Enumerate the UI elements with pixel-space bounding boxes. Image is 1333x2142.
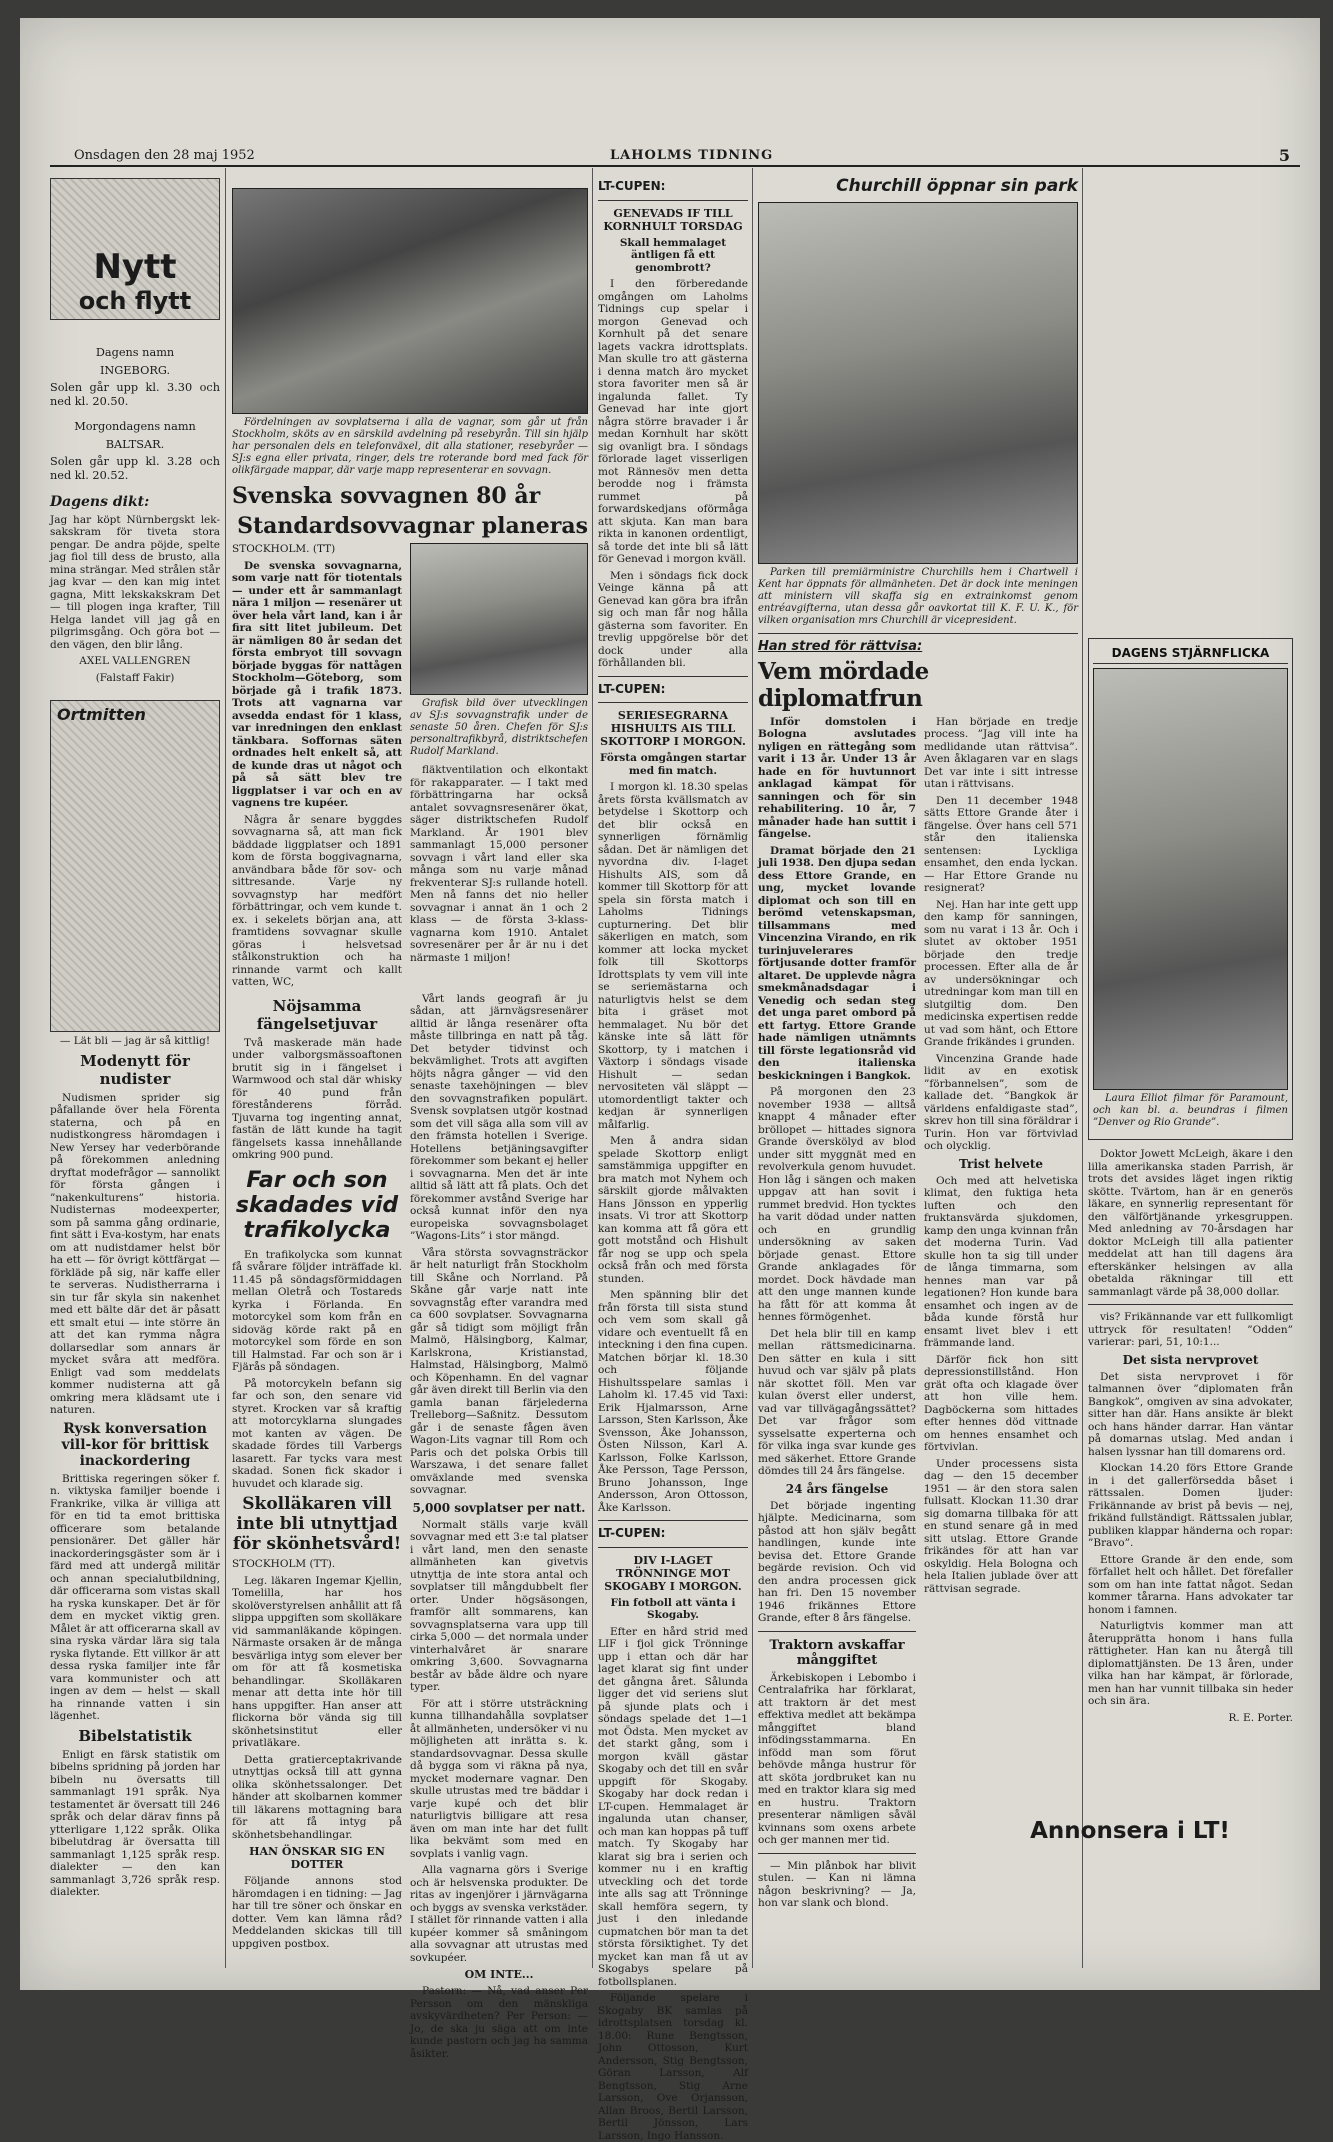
genevad-subheadline: Skall hemmalaget äntligen få ett genombrott?	[619, 236, 727, 274]
nytt-och-flytt-illustration	[50, 178, 220, 320]
far-och-son-headline-2: skadades vid	[235, 1192, 399, 1218]
tomorrow-label: Morgondagens namn	[74, 420, 196, 433]
sovvagn-dateline: STOCKHOLM. (TT)	[232, 543, 336, 555]
lt-cupen-label-2: LT-CUPEN:	[598, 681, 666, 696]
column-4	[758, 168, 1078, 1978]
annonsera-ad: Annonsera i LT!	[1030, 1818, 1230, 1844]
lt-cupen-label-3: LT-CUPEN:	[598, 1526, 666, 1540]
column-rule	[592, 168, 593, 1968]
nervprovet-subheadline: Det sista nervprovet	[1122, 1352, 1259, 1367]
newspaper-page	[20, 18, 1320, 2142]
nervprovet-text-3: Ettore Grande är den ende, som förfallet helt och hållet. Det förefaller som om han inte fattat något. Sedan kommer tårarna. Hans advokater tar honom i famnen.	[1088, 1553, 1293, 1616]
nytt-title: Nytt	[93, 247, 177, 287]
skollakaren-headline: Skolläkaren vill inte bli utnyttjad för skönhetsvård!	[232, 1494, 402, 1554]
name-of-day: INGEBORG.	[99, 363, 171, 377]
sovplatser-subheadline: 5,000 sovplatser per natt.	[412, 1500, 586, 1515]
diplomat-kicker: Han stred för rättvisa:	[758, 639, 923, 654]
skollakaren-text-2: Detta gratierceptakrivande utnyttjas också till att gynna olika skönhetssalonger. Det händer att skolbarnen kommer till läkarens mottagning bara för att få intyg på skönhetsbehandlingar.	[232, 1753, 402, 1841]
comic-caption: — Lät bli — jag är så kittlig!	[59, 1035, 211, 1047]
sovvagn-body-2: fläktventilation och elkontakt för rakapparater. — I takt med förbättringarna har också antalet sovvagnsresenärer ökat, säger distriktschefen Rudolf Markland. År 1901 blev sammanlagt 15,000 personer sovvagn i vårt land eller ska många som nu varje månad frekventerar SJ:s rullande hotell. Men nå fanns det nio heller sovvagnar i annat än 1 och 2 klass — de första 3-klass-vagnarna kom 1910. Antalet sovresenärer per år är nu i det närmaste 1 miljon!	[410, 764, 588, 964]
rysk-headline: Rysk konversation vill-kor för brittisk inackordering	[61, 1420, 209, 1469]
churchill-park-photo	[758, 202, 1078, 564]
sun-times: Solen går upp kl. 3.30 och ned kl. 20.50.	[50, 381, 220, 408]
tronninge-text: Efter en hård strid med LIF i fjol gick Trönninge upp i ettan och där har laget klarat sig fint under det gångna året. Sålunda ligger det vid seriens slut på sjunde plats och i söndags spelade det 1—1 mot Ödsta. Men mycket av det starkt gång, som i morgon kväll gästar Skogaby och det till en svår uppgift för Skogaby. Skogaby har dock redan i LT-cupen. Hemmalaget är ingalunda utan chanser, och man kan hoppas på tuff match. Ty Skogaby har klarat sig bra i serien och kommer nu i en kraftig utveckling och det torde inte alls sag att Trönninge skall hemföra segern, ty just i den inledande cupmatchen bör man ta det största försiktighet. Ty det mycket kan man få ut av Skogabys spelare på fotbollsplanen.	[598, 1625, 748, 1988]
article-author: R. E. Porter.	[1228, 1711, 1293, 1724]
diplomat-text-10: Därför fick hon sitt depressionstillstånd. Hon grät ofta och klagade över att hon ville hem. Dagböckerna som hittades efter hennes död vittnade om hennes ensamhet och förtvivlan.	[924, 1353, 1078, 1453]
traktoren-headline: Traktorn avskaffar månggiftet	[769, 1637, 905, 1668]
far-och-son-headline-3: trafikolycka	[243, 1217, 391, 1243]
tronninge-headline: DIV I-LAGET TRÖNNINGE MOT SKOGABY I MORGON.	[604, 1553, 742, 1593]
tomorrow-sun: Solen går upp kl. 3.28 och ned kl. 20.52.	[50, 455, 220, 482]
diplomat-lead: Inför domstolen i Bologna avslutades nyligen en rättegång som varit i 13 år. Under 13 år hade en för huvtunnort anklagad kämpat för sanningen och för sin rehabilitering. 10 år, 7 månader hade han suttit i fängelse.	[758, 715, 916, 840]
sovvagn-headline: Svenska sovvagnen 80 år	[232, 483, 541, 509]
comic-title: Ortmitten	[57, 705, 146, 724]
star-label: DAGENS STJÄRNFLICKA	[1093, 643, 1288, 664]
fangelse-text: Två maskerade män hade under valborgsmässoaftonen brutit sig in i fängelset i Warmwood och stal där whisky för 40 pund från förestånderens förråd. Tjuvarna tog ingenting annat, fastän de lätt kunde ha tagit fängelsets kassa innehållande omkring 900 pund.	[232, 1036, 402, 1161]
skollakaren-text: Leg. läkaren Ingemar Kjellin, Tomelilla, har hos skolöverstyrelsen anhållit att få slippa uppgiften som skolläkare vid sammanläkande köpingen. Närmaste orsaken är de många besvärliga intyg som elever ber om för att få kosmetiska behandlingar. Skolläkaren menar att detta inte hör till hans uppgifter. Han anser att flickorna bör vända sig till skönhetsinstitut eller privatläkare.	[232, 1574, 402, 1749]
sovvagn-lead: De svenska sovvagnarna, som varje natt för tiotentals — under ett år sammanlagt nära 1 miljon — resenärer ut över hela vårt land, kan i år fira sitt litet jubileum. Det är nämligen 80 år sedan det första embryot till sovvagn började byggas för nattågen Stockholm—Göteborg, som började gå i trafik 1873. Trots att vagnarna var avsedda endast för 1 klass, var inredningen den enklast tänkbara. Soffornas säten ordnades helt enkelt så, att de kunde dras ut något och på så sätt blev tre liggplatser i var och en av vagnens tre kupéer.	[232, 559, 402, 809]
nudist-text: Nudismen sprider sig påfallande över hela Förenta staterna, och på en nudistkongress häromdagen i New Yersey har vederbörande på förekommen anledning dryftat modefrågor — sannolikt för första gången i ”nakenkulturens” historia. Nudisternas modeexperter, som på samma gång ordinarie, fint sätt i Eva-kostym, har enats om att nudistdamer helst bör ha ett — för övrigt köttfärgat — förkläde på sig, när kaffe eller te serveras. Nudistherrarna i sin tur får skyla sin nakenhet med ett bälte där det är påsatt ett smalt etui — inte större än att det kan rymma några dollarsedlar som annars är mycket svåra att medföra. Enligt vad som meddelats kommer nudisterna att gå omkring mera klädsamt ute i naturen.	[50, 1091, 220, 1416]
bibel-headline: Bibelstatistik	[78, 1726, 192, 1745]
tronninge-text-2: Följande spelare i Skogaby BK samlas på idrottsplatsen torsdag kl. 18.00: Rune Bengtsson, John Ottosson, Kurt Andersson, Stig Bengtsson, Göran Larsson, Alf Bengtsson, Stig Arne Larsson, Ove Orjansson, Allan Broos, Bertil Larsson, Bertil Jönsson, Lars Larsson, Ingo Hansson.	[598, 1992, 748, 2142]
sovvagn-body-6: För att i större utsträckning kunna tillhandahålla sovplatser åt allmänheten, undersöker vi nu möjligheten att inrätta s. k. standardsovvagnar. Dessa skulle då bygga som vi räkna på nya, mycket modernare vagnar. Den skulle utrustas med tre bäddar i varje kupé och det blir naturligtvis billigare att resa även om man inte har det fullt lika bekvämt som med en sovplats i vanlig vagn.	[410, 1697, 588, 1860]
diplomat-text-8: Vincenzina Grande hade lidit av en exotisk ”förbannelsen”, som de kallade det. ”Bangkok är världens enfaldigaste stad”, skrev hon till sina föräldrar i Turin. Hon var förtvivlad och olycklig.	[924, 1052, 1078, 1152]
laura-elliot-photo	[1093, 668, 1288, 1090]
far-och-son-text: En trafikolycka som kunnat få svårare följder inträffade kl. 11.45 på söndagsförmiddagen mellan Oletrå och Tostareds kyrka i Förlanda. En motorcykel som kom från en sidoväg körde rakt på en motorcykel som förde en son till Halmstad. Far och son är i Fjärås på söndagen.	[232, 1248, 402, 1373]
poem-author-pseudonym: (Falstaff Fakir)	[95, 671, 175, 684]
genevad-headline: GENEVADS IF TILL KORNHULT TORSDAG	[603, 206, 743, 233]
star-caption: Laura Elliot filmar för Paramount, och kan bl. a. beundras i filmen ”Denver og Rio Grande”.	[1093, 1093, 1288, 1128]
diplomat-text-9: Och med att helvetiska klimat, den fuktiga heta luften och den fruktansvärda sjukdomen, kamp den unga kvinnan från det moderna Turin. Vad skulle hon ta sig till under de långa timmarna, som hennes man var på legationen? Hon kunde bara ensamhet och ingen av de båda kunde förstå hur ensamt livet blev i ett främmande land.	[924, 1174, 1078, 1349]
diplomat-text-4: Det började ingenting hjälpte. Medicinarna, som påstod att hon själv begått handlingen, kunde inte bevisa det. Ettore Grande begärde revision. Och vid den andra processen gick han fri. Den 15 november 1946 frikännes Ettore Grande, efter 8 års fängelse.	[758, 1499, 916, 1624]
fangelse-headline: Nöjsamma fängelsetjuvar	[256, 996, 378, 1033]
far-och-son-text-2: På motorcykeln befann sig far och son, den senare vid styret. Krocken var så kraftig att motorcyklarna slungades mot kanten av vägen. De skadade fördes till Varbergs lasarett. Far tycks vara mest skadad. Sonen fick skador i huvudet och klarade sig.	[232, 1377, 402, 1490]
diplomat-headline: Vem mördade diplomatfrun	[758, 657, 929, 712]
nervprovet-text-2: Klockan 14.20 förs Ettore Grande in i det gallerförsedda båset i rättssalen. Domen ljuder: Frikännande av brist på bevis — nej, frikänd fullständigt. Rättssalen jublar, publiken klappar händerna och ropar: ”Bravo”.	[1088, 1462, 1293, 1549]
onskar-headline: HAN ÖNSKAR SIG EN DOTTER	[249, 1845, 385, 1871]
diplomat-text-6: Den 11 december 1948 sätts Ettore Grande åter i fängelse. Över hans cell 571 står den italienska sentensen: Lyckliga ensamhet, den enda lyckan. — Har Ettore Grande nu resignerat?	[924, 794, 1078, 894]
column-1	[50, 168, 220, 1978]
diplomat-text-7: Nej. Han har inte gett upp den kamp för sanningen, som nu varat i 13 år. Och i slutet av oktober 1951 började den tredje processen. Efter alla de år av undersökningar och utredningar kom man till en slutgiltig dom. Den medicinska expertisen redde ut vad som hänt, och Ettore Grande frikändes i grunden.	[924, 898, 1078, 1048]
skollakaren-dateline: STOCKHOLM (TT).	[232, 1558, 336, 1570]
sovvagn-body-5: Normalt ställs varje kväll sovvagnar med ett 3:e tal platser i vårt land, men den senaste allmänheten kan givetvis utnyttja de inte stora antal och sovplatser till mångdubbelt fler orter. Under högsäsongen, framför allt sommarens, kan sovvagnsplatserna vara upp till cirka 5,000 — det normala under vinterhalvåret är snarare omkring 3,600. Sovvagnarna består av både äldre och nyare typer.	[410, 1518, 588, 1693]
column-5	[1088, 168, 1293, 1978]
sovvagn-subheadline: Standardsovvagnar planeras	[237, 513, 588, 539]
trist-helvete-subheadline: Trist helvete	[958, 1156, 1044, 1171]
page-header	[50, 143, 1300, 167]
name-label: Dagens namn	[95, 346, 175, 359]
och-flytt-title: och flytt	[78, 287, 192, 315]
genevad-text-2: Men i söndags fick dock Veinge känna på att Genevad kan göra bra ifrån sig och man får nog hålla gästerna som favoriter. En trevlig uppgörelse bör det dock under alla förhållanden bli.	[598, 569, 748, 669]
24-ar-subheadline: 24 års fängelse	[785, 1481, 889, 1496]
diplomat-text-5: Han började en tredje process. ”Jag vill inte ha medlidande utan rättvisa”. Aven åklagaren var en slags Det var inte i sitt intresse utan i rättvisans.	[924, 715, 1078, 790]
diplomat-text-2: På morgonen den 23 november 1938 — alltså knappt 4 månader efter bröllopet — hittades signora Grande överskölyd av blod under sitt myggnät med en revolverkula genom huvudet. Hon låg i sängen och maken uppgav att han sovit i rummet bredvid. Hon tycktes ha varit dödad under natten och en grundlig undersökning av saken började genast. Ettore Grande anklagades för mordet. Dock hävdade man att den unge mannen kunde ha fått för att komma åt hennes förmögenhet.	[758, 1086, 916, 1323]
poem-title: Dagens dikt:	[50, 494, 150, 510]
markland-portrait-photo	[410, 543, 588, 695]
plånbok-joke: — Min plånbok har blivit stulen. — Kan ni lämna någon beskrivning? — Ja, hon var slank och blond.	[758, 1859, 916, 1909]
column-rule	[225, 168, 226, 1968]
diplomat-text-1: Dramat började den 21 juli 1938. Den djupa sedan dess Ettore Grande, en ung, mycket lovande diplomat och son till en berömd vetenskapsman, tillsammans med Vincenzina Virando, en rik turinjuvelerares förtjusande dotter framför altaret. De upplevde några smekmånadsdagar i Venedig och sedan steg det unga paret ombord på ett fartyg. Ettore Grande hade nämligen utnämnts till förste legationsråd vid den italienska beskickningen i Bangkok.	[758, 844, 916, 1082]
column-2	[232, 168, 588, 2060]
traktoren-text: Ärkebiskopen i Lebombo i Centralafrika har förklarat, att traktorn är det mest effektiva medlet att bekämpa månggiftet bland infödingsstammarna. En infödd man som förut behövde många hustrur för att sköta jordbruket kan nu med en traktor klara sig med en hustru. Traktorn presenterar nämligen såväl kvinnans som oxens arbete och ger mannen mer tid.	[758, 1671, 916, 1846]
markland-caption: Grafisk bild över utvecklingen av SJ:s sovvagnstrafik under de senaste 50 åren. Chefen för SJ:s personaltrafikbyrå, distriktschefen Rudolf Markland.	[410, 698, 588, 757]
diplomat-text-3: Det hela blir till en kamp mellan rättsmedicinarna. Den sätter en kula i sitt huvud och var själv på plats när skottet föll. Men var kulan överst eller underst, vad var tillvägagångssättet? Det var frågor som sysselsatte experterna och för vilka inga svar kunde ges med säkerhet. Ettore Grande dömdes till 24 års fängelse.	[758, 1327, 916, 1477]
column-3	[598, 168, 748, 2142]
churchill-caption: Parken till premiärministre Churchills hem i Chartwell i Kent har öppnats för allmänheten. Det är dock inte meningen att ministern vill skaffa sig en extrainkomst genom entréavgifterna, utan dessa går oavkortat till K. F. U. K., för vilken organisation mrs Churchill är vicepresident.	[758, 567, 1078, 626]
poem-text: Jag har köpt Nürnbergskt lek-sakskram för tiveta stora pengar. De andra pöjde, spelte jag fiol till dess de brusto, alla mina strängar. Med strålen står jag kvar — den kan mig intet gagna, Mitt lekskakskram Det — till plogen inga krafter, Till Helga landet vill jag gå en pilgrimsgång. Och göra bot — den vägen, den blir lång.	[50, 513, 220, 651]
diplomat-text-11: Under processens sista dag — den 15 december 1951 — är den stora salen fullsatt. Klockan 11.30 drar sig domarna tillbaka för att en stund senare gå in med sitt utslag. Ettore Grande frikändes för att han var oskyldig. Hela Bologna och hela Italien jublade över att rättvisan segrade.	[924, 1457, 1078, 1595]
lt-cupen-label-1: LT-CUPEN:	[598, 179, 666, 193]
sovvagn-body-7: Alla vagnarna görs i Sverige och är helsvenska produkter. De ritas av ingenjörer i järnvägarna och byggs av svenska verkstäder. I stället för rinnande vatten i alla kupéer kommer så småningom alla sovvagnar att utrustas med sovkupéer.	[410, 1864, 588, 1964]
poem-author: AXEL VALLENGREN	[79, 655, 191, 667]
newspaper-name: LAHOLMS TIDNING	[610, 148, 774, 163]
genevad-text: I den förberedande omgången om Laholms Tidnings cup spelar i morgon Genevad och Kornhult på det senare lagets vackra idrottsplats. Man skulle tro att gästerna i denna match äro mycket stora favoriter men så är ingalunda fallet. Ty Genevad har inte gjort några större bravader i år medan Kornhult har skött sig ovanligt bra. I söndags förlorade laget visserligen mot Rännesöv men detta berodde nog i främsta rummet på forwardskedjans oförmåga att skjuta. Kan man bara rikta in kanonen ordentligt, så torde det inte bli så lätt för Genevad i morgon kväll.	[598, 278, 748, 565]
nervprovet-text-4: Naturligtvis kommer man att återupprätta honom i hans fulla rättigheter. Han kan nu återgå till diplomattjänsten. De 13 åren, under vilka han har kämpat, är förlorade, men han har vunnit tillbaka sin heder och sin ära.	[1088, 1620, 1293, 1707]
sovvagn-body-3: Vårt lands geografi är ju sådan, att järnvägsresenärer alltid är långa resenärer ofta måste tillbringa en natt på tåg. Det betyder tidvinst och bekvämlighet. Trots att avgiften höjts några gånger — vid den senaste taxehöjningen — blev den sovvagnstrafiken populärt. Svensk sovplatsen utgör kostnad som det vill säga alla som vill av den främsta hotellen i Sverige. Hotellens betjäningsavgifter förekommer som bekant ej heller i sovvagnarna. Men det är inte alltid så lätt att få plats. Och det förekommer avstånd Sverige har också kunnat inför den nya europeiska sovvagnsbolaget ”Wagons-Lits” i stor mängd.	[410, 992, 588, 1242]
hishult-text-3: Men spänning blir det från första till sista stund och vem som skall gå vidare och eventuellt få en inteckning i den fina cupen. Matchen börjar kl. 18.30 och följande Hishultsspelare samlas i Laholm kl. 17.45 vid Taxi: Erik Hjalmarsson, Arne Larsson, Sten Karlsson, Åke Svensson, Åke Johansson, Östen Nilsson, Karl A. Karlsson, Folke Karlsson, Åke Persson, Tage Persson, Bruno Johansson, Inge Andersson, Aron Ottosson, Åke Karlsson.	[598, 1289, 748, 1514]
tronninge-subheadline: Fin fotboll att vänta i Skogaby.	[610, 1596, 736, 1621]
sovvagn-photo-caption: Fördelningen av sovplatserna i alla de vagnar, som går ut från Stockholm, sköts av en särskild avdelning på resebyrån. Till sin hjälp har personalen dels en telefonväxel, dit alla stationer, resebyråer — SJ:s egna eller privata, ringer, dels tre roterande bord med fack för olikfärgade mappar, där varje mapp representerar en sovvagn.	[232, 417, 588, 476]
nudist-headline: Modenytt för nudister	[80, 1051, 190, 1088]
tomorrow-name: BALTSAR.	[105, 437, 165, 451]
hishult-subheadline: Första omgången startar med fin match.	[599, 752, 747, 777]
om-inte-text: Pastorn: — Nå, vad anser Per Persson om den mänskliga avskyvärdheten? Per Person: — Jo, de ska ju säga att om inte kunde pastorn och jag ha samma åsikter.	[410, 1985, 588, 2060]
onskar-text: Följande annons stod häromdagen i en tidning: — Jag har till tre söner och önskar en dotter. Vem kan lämna råd? Meddelanden skickas till till uppgiven postbox.	[232, 1875, 402, 1950]
rysk-text: Brittiska regeringen söker f. n. viktyska familjer boende i Frankrike, vilka är villiga att för en tid ta emot brittiska officerare som betalande pensionärer. Det gäller här inackorderingsgäster som är i färd med att undergå militär och annan specialutbildning, där officerarna som vistas skall ha ryska kunskaper. Det är för dem en mycket viktig gren. Målet är att officerarna skall av sina ryska värdar lära sig tala ryska flytande. Ett villkor är att dessa ryska familjer inte får vara kommunister och att ingen av dem — helst — skall ha rinnande vatten i sin lägenhet.	[50, 1472, 220, 1722]
hishult-headline: SERIESEGRARNA HISHULTS AIS TILL SKOTTORP I MORGON.	[600, 709, 746, 748]
sovvagn-body-4: Våra största sovvagnsträckor är helt naturligt från Stockholm till Skåne och Norrland. På Skåne går varje natt inte sovvagnståg efter varandra med ca 600 sovplatser. Sovvagnarna går så tidigt som möjligt från Malmö, Hälsingborg, Kalmar, Karlskrona, Kristianstad, Halmstad, Hälsingborg, Malmö och Köpenhamn. En del vagnar går även direkt till Berlin via den gamla banan färjelederna Trelleborg—Saßnitz. Dessutom går i de senaste fågen även Wagon-Lits vagnar till Rom och Paris och det polska Orbis till Warszawa, i det senare fallet omväxlande med svenska sovvagnar.	[410, 1246, 588, 1496]
comic-strip	[50, 700, 220, 1032]
bibel-text: Enligt en färsk statistik om bibelns spridning på jorden har bibeln nu översatts till sammanlagt 191 språk. Nya testamentet är översatt till 246 språk och delar därav finns på ytterligare 1,122 språk. Olika bibelutdrag är översatta till sammanlagt 1,125 språk resp. dialekter — den kan sammanlagt 3,726 språk resp. dialekter.	[50, 1748, 220, 1898]
hishult-text-2: Men å andra sidan spelade Skottorp enligt samstämmiga uppgifter en bra match mot Nyhem och särskilt gjorde målvakten Hans Jönsson en ypperlig insats. Vi tror att Skottorp kan komma att få göra ett gott motstånd och Hishult får nog se upp och spela också från och med första stunden.	[598, 1135, 748, 1285]
column-rule	[752, 168, 753, 1968]
odds-text: vis? Frikännande var ett fullkomligt uttryck för resultaten! ”Odden” varierar: pari, 51, 10:1...	[1088, 1311, 1293, 1348]
churchill-headline: Churchill öppnar sin park	[836, 176, 1078, 196]
hishult-text: I morgon kl. 18.30 spelas årets första kvällsmatch av betydelse i Skottorp och det blir också en synnerligen förnämlig sådan. Det är nämligen det nyvordna div. I-laget Hishults AIS, som då kommer till Skottorp för att spela sin första match i Laholms Tidnings cupturnering. Det blir säkerligen en match, som kommer att locka mycket folk till Skottorps Idrottsplats ty vem vill inte se seriemästarna och naturligtvis helst se dem bita i gräset mot hemmalaget. Nu bör det känske inte så lätt för Skottorp, ty i matchen i Växtorp i söndags visade Hishult — sedan nervositeten väl släppt — utomordentligt takter och kedjan är synnerligen målfarlig.	[598, 781, 748, 1131]
sovvagn-booking-photo	[232, 188, 588, 414]
mcleigh-text: Doktor Jowett McLeigh, äkare i den lilla amerikanska staden Parrish, är trots det avsides läget ingen riktig skötte. Tvärtom, han är en generös läkare, en synnerlig representant för den välförtjänande yrkesgruppen. Med anledning av 70-årsdagen har doktor McLeigh till alla patienter meddelat att han till dagens ära efterskänker helsingen av alla obetalda räkningar till ett sammanlagt värde på 38,000 dollar.	[1088, 1148, 1293, 1298]
om-inte-headline: OM INTE...	[464, 1968, 534, 1981]
far-och-son-headline: Far och son	[246, 1167, 388, 1193]
column-rule	[1082, 168, 1083, 1968]
page-number: 5	[1278, 146, 1290, 165]
issue-date: Onsdagen den 28 maj 1952	[74, 148, 255, 163]
nervprovet-text-1: Det sista nervprovet i för talmannen över ”diplomaten från Bangkok”, omgiven av sina advokater, sitter han där. Hans ansikte är blekt och hans händer darrar. Han väntar på domarnas utslag. Med andan i halsen lyssnar han till domarens ord.	[1088, 1370, 1293, 1458]
sovvagn-body-1: Några år senare byggdes sovvagnarna så, att man fick bäddade liggplatser och 1891 kom de första boggivagnarna, användbara både för sov- och sittresande. Varje ny sovvagnstyp har medfört förbättringar, och vem kunde t. ex. i sekelets början ana, att framtidens sovvagnar skulle göras i helsvetsad stålkonstruktion och ha rinnande varmt och kallt vatten, WC,	[232, 813, 402, 988]
